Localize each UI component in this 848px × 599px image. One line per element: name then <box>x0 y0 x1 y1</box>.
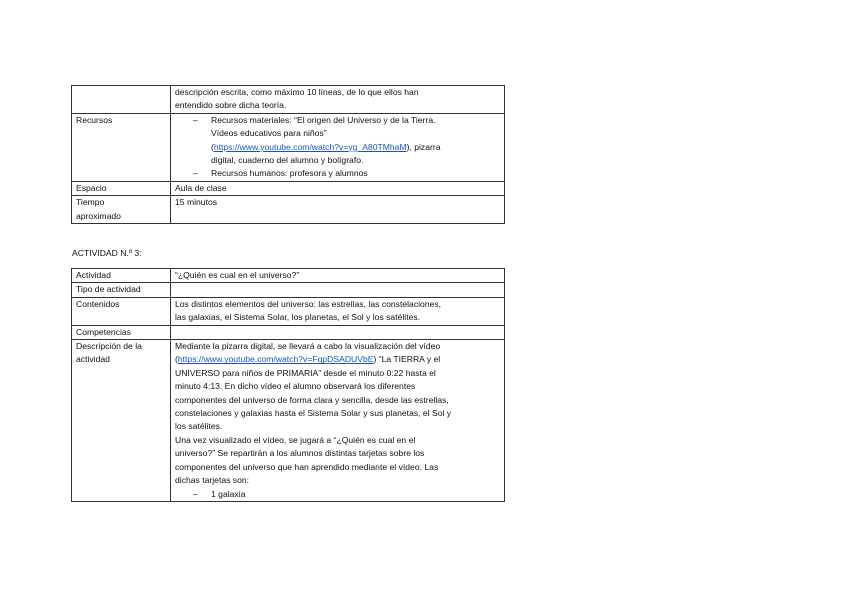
table-row <box>72 325 505 339</box>
description-line: entendido sobre dicha teoría. <box>175 100 287 111</box>
description-line: minuto 4:13. En dicho vídeo el alumno observará los diferentes <box>175 381 416 392</box>
list-item <box>175 488 500 501</box>
table-row <box>72 86 505 114</box>
espacio-label: Espacio <box>72 181 171 195</box>
label-line: Descripción de la <box>76 341 142 352</box>
table-row <box>72 181 505 195</box>
recursos-value <box>171 113 505 181</box>
descripcion-label <box>72 340 171 502</box>
description-line: constelaciones y galaxias hasta el Sistema Solar y sus planetas, el Sol y <box>175 408 452 419</box>
list-item <box>175 167 500 180</box>
label-line: Tiempo <box>76 197 105 208</box>
paren-open: ( <box>211 141 214 152</box>
table-row <box>72 283 505 297</box>
video-link[interactable]: https://www.youtube.com/watch?v=FqpDSADUVbE <box>177 354 374 365</box>
description-line: Una vez visualizado el vídeo, se jugará a “¿Quién es cual en el <box>175 434 416 445</box>
table-row <box>72 340 505 502</box>
bullet-dash: – <box>193 168 198 179</box>
bullet-text: 1 galaxia <box>211 488 246 499</box>
description-line: componentes del universo que han aprendido mediante el vídeo. Las <box>175 461 439 472</box>
contenidos-value <box>171 297 505 325</box>
bullet-dash: – <box>193 488 198 499</box>
list-item <box>175 114 500 127</box>
bullet-text: Recursos materiales: “El origen del Universo y de la Tierra. <box>211 114 436 125</box>
tipo-value <box>171 283 505 297</box>
contenidos-label: Contenidos <box>72 297 171 325</box>
content-line: Los distintos elementos del universo: las estrellas, las constelaciones, <box>175 298 442 309</box>
table-row <box>72 269 505 283</box>
description-line: UNIVERSO para niños de PRIMARIA” desde el minuto 0:22 hasta el <box>175 367 436 378</box>
description-line: Mediante la pizarra digital, se llevará a cabo la visualización del vídeo <box>175 341 441 352</box>
paren-close-text: ), pizarra <box>406 141 441 152</box>
description-line <box>175 353 500 366</box>
tipo-label: Tipo de actividad <box>72 283 171 297</box>
descripcion-value <box>171 340 505 502</box>
video-link[interactable]: https://www.youtube.com/watch?v=yg_A80TMhaM <box>213 141 407 152</box>
bullet-text: Recursos humanos: profesora y alumnos <box>211 168 368 179</box>
section-heading: ACTIVIDAD N.º 3: <box>72 248 142 258</box>
recursos-label: Recursos <box>72 113 171 181</box>
label-cell <box>72 86 171 114</box>
description-line: los satélites. <box>175 421 223 432</box>
table-row <box>72 297 505 325</box>
table-row <box>72 196 505 224</box>
bullet-continuation: digital, cuaderno del alumno y bolígrafo. <box>211 155 364 166</box>
resources-table <box>71 85 505 224</box>
tiempo-label <box>72 196 171 224</box>
tiempo-value: 15 minutos <box>171 196 505 224</box>
description-line: universo?” Se repartirán a los alumnos distintas tarjetas sobre los <box>175 448 425 459</box>
bullet-dash: – <box>193 114 198 125</box>
table-row <box>72 113 505 181</box>
description-line: dichas tarjetas son: <box>175 475 250 486</box>
bullet-continuation <box>175 141 500 154</box>
actividad-value: “¿Quién es cual en el universo?” <box>171 269 505 283</box>
paren-open: ( <box>175 354 178 365</box>
competencias-label: Competencias <box>72 325 171 339</box>
content-line: las galaxias, el Sistema Solar, los planetas, el Sol y los satélites. <box>175 312 421 323</box>
value-cell <box>171 86 505 114</box>
label-line: actividad <box>76 354 110 365</box>
label-line: aproximado <box>76 210 121 221</box>
bullet-continuation: Vídeos educativos para niños” <box>211 128 327 139</box>
link-trailing-text: ) “La TIERRA y el <box>373 354 441 365</box>
actividad-label: Actividad <box>72 269 171 283</box>
description-line: componentes del universo de forma clara y sencilla, desde las estrellas, <box>175 394 449 405</box>
activity-table <box>71 268 505 502</box>
espacio-value: Aula de clase <box>171 181 505 195</box>
competencias-value <box>171 325 505 339</box>
description-line: descripción escrita, como máximo 10 líneas, de lo que ellos han <box>175 87 419 97</box>
